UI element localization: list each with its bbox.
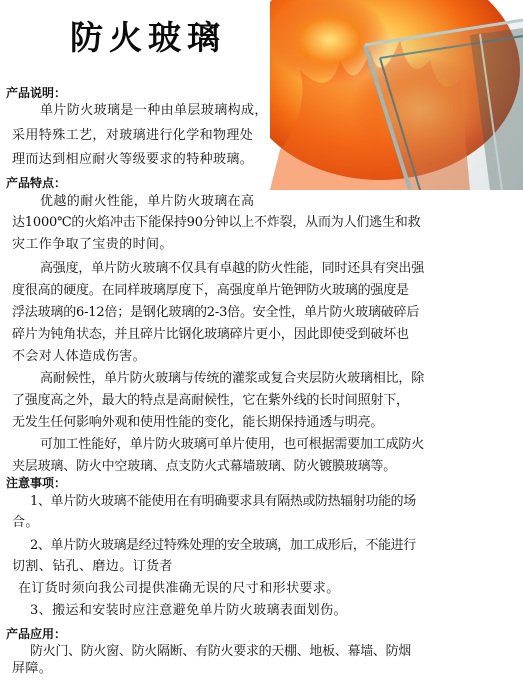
- notes-line: 1、单片防火玻璃不能使用在有明确要求具有隔热或防热辐射功能的场: [30, 494, 416, 509]
- description-line: 采用特殊工艺，对玻璃进行化学和物理处: [12, 128, 254, 143]
- notes-line: 2、单片防火玻璃是经过特殊处理的安全玻璃，加工成形后，不能进行: [30, 538, 416, 553]
- features-line: 度很高的硬度。在同样玻璃厚度下，高强度单片铯钾防火玻璃的强度是: [12, 283, 409, 298]
- description-line: 单片防火玻璃是一种由单层玻璃构成，: [40, 103, 268, 118]
- applications-heading: 产品应用：: [6, 627, 67, 641]
- applications-line: 屏障。: [12, 661, 53, 676]
- description-heading: 产品说明：: [6, 86, 67, 100]
- notes-line: 合。: [12, 515, 39, 530]
- description-line: 理而达到相应耐火等级要求的特种玻璃。: [12, 152, 254, 167]
- features-line: 浮法玻璃的6-12倍；是钢化玻璃的2-3倍。安全性，单片防火玻璃破碎后: [12, 305, 420, 320]
- features-line: 夹层玻璃、防火中空玻璃、点支防火式幕墙玻璃、防火镀膜玻璃等。: [12, 459, 397, 474]
- page-title: 防火玻璃: [70, 18, 226, 57]
- notes-heading: 注意事项：: [6, 476, 67, 490]
- features-line: 高强度，单片防火玻璃不仅具有卓越的防火性能，同时还具有突出强: [40, 261, 425, 276]
- features-line: 碎片为钝角状态，并且碎片比钢化玻璃碎片更小，因此即使受到破坏也: [12, 327, 409, 342]
- features-line: 了强度高之外，最大的特点是高耐候性，它在紫外线的长时间照射下，: [12, 393, 409, 408]
- applications-line: 防火门、防火窗、防火隔断、有防火要求的天棚、地板、幕墙、防烟: [30, 644, 412, 659]
- features-line: 达1000℃的火焰冲击下能保持90分钟以上不炸裂，从而为人们逃生和救: [12, 215, 421, 230]
- notes-line: 3、搬运和安装时应注意避免单片防火玻璃表面划伤。: [30, 603, 347, 618]
- features-line: 高耐候性，单片防火玻璃与传统的灌浆或复合夹层防火玻璃相比，除: [40, 371, 425, 386]
- notes-line: 在订货时须向我公司提供准确无误的尺寸和形状要求。: [18, 581, 340, 596]
- notes-line: 切割、钻孔、磨边。订货者: [12, 559, 173, 574]
- features-line: 优越的耐火性能，单片防火玻璃在高: [40, 194, 255, 209]
- fire-glass-image: [270, 0, 523, 190]
- features-line: 无发生任何影响外观和使用性能的变化，能长期保持通透与明亮。: [12, 415, 384, 430]
- features-line: 不会对人体造成伤害。: [12, 349, 147, 364]
- features-line: 灾工作争取了宝贵的时间。: [12, 237, 173, 252]
- features-line: 可加工性能好，单片防火玻璃可单片使用，也可根据需要加工成防火: [40, 437, 425, 452]
- features-heading: 产品特点：: [6, 176, 67, 190]
